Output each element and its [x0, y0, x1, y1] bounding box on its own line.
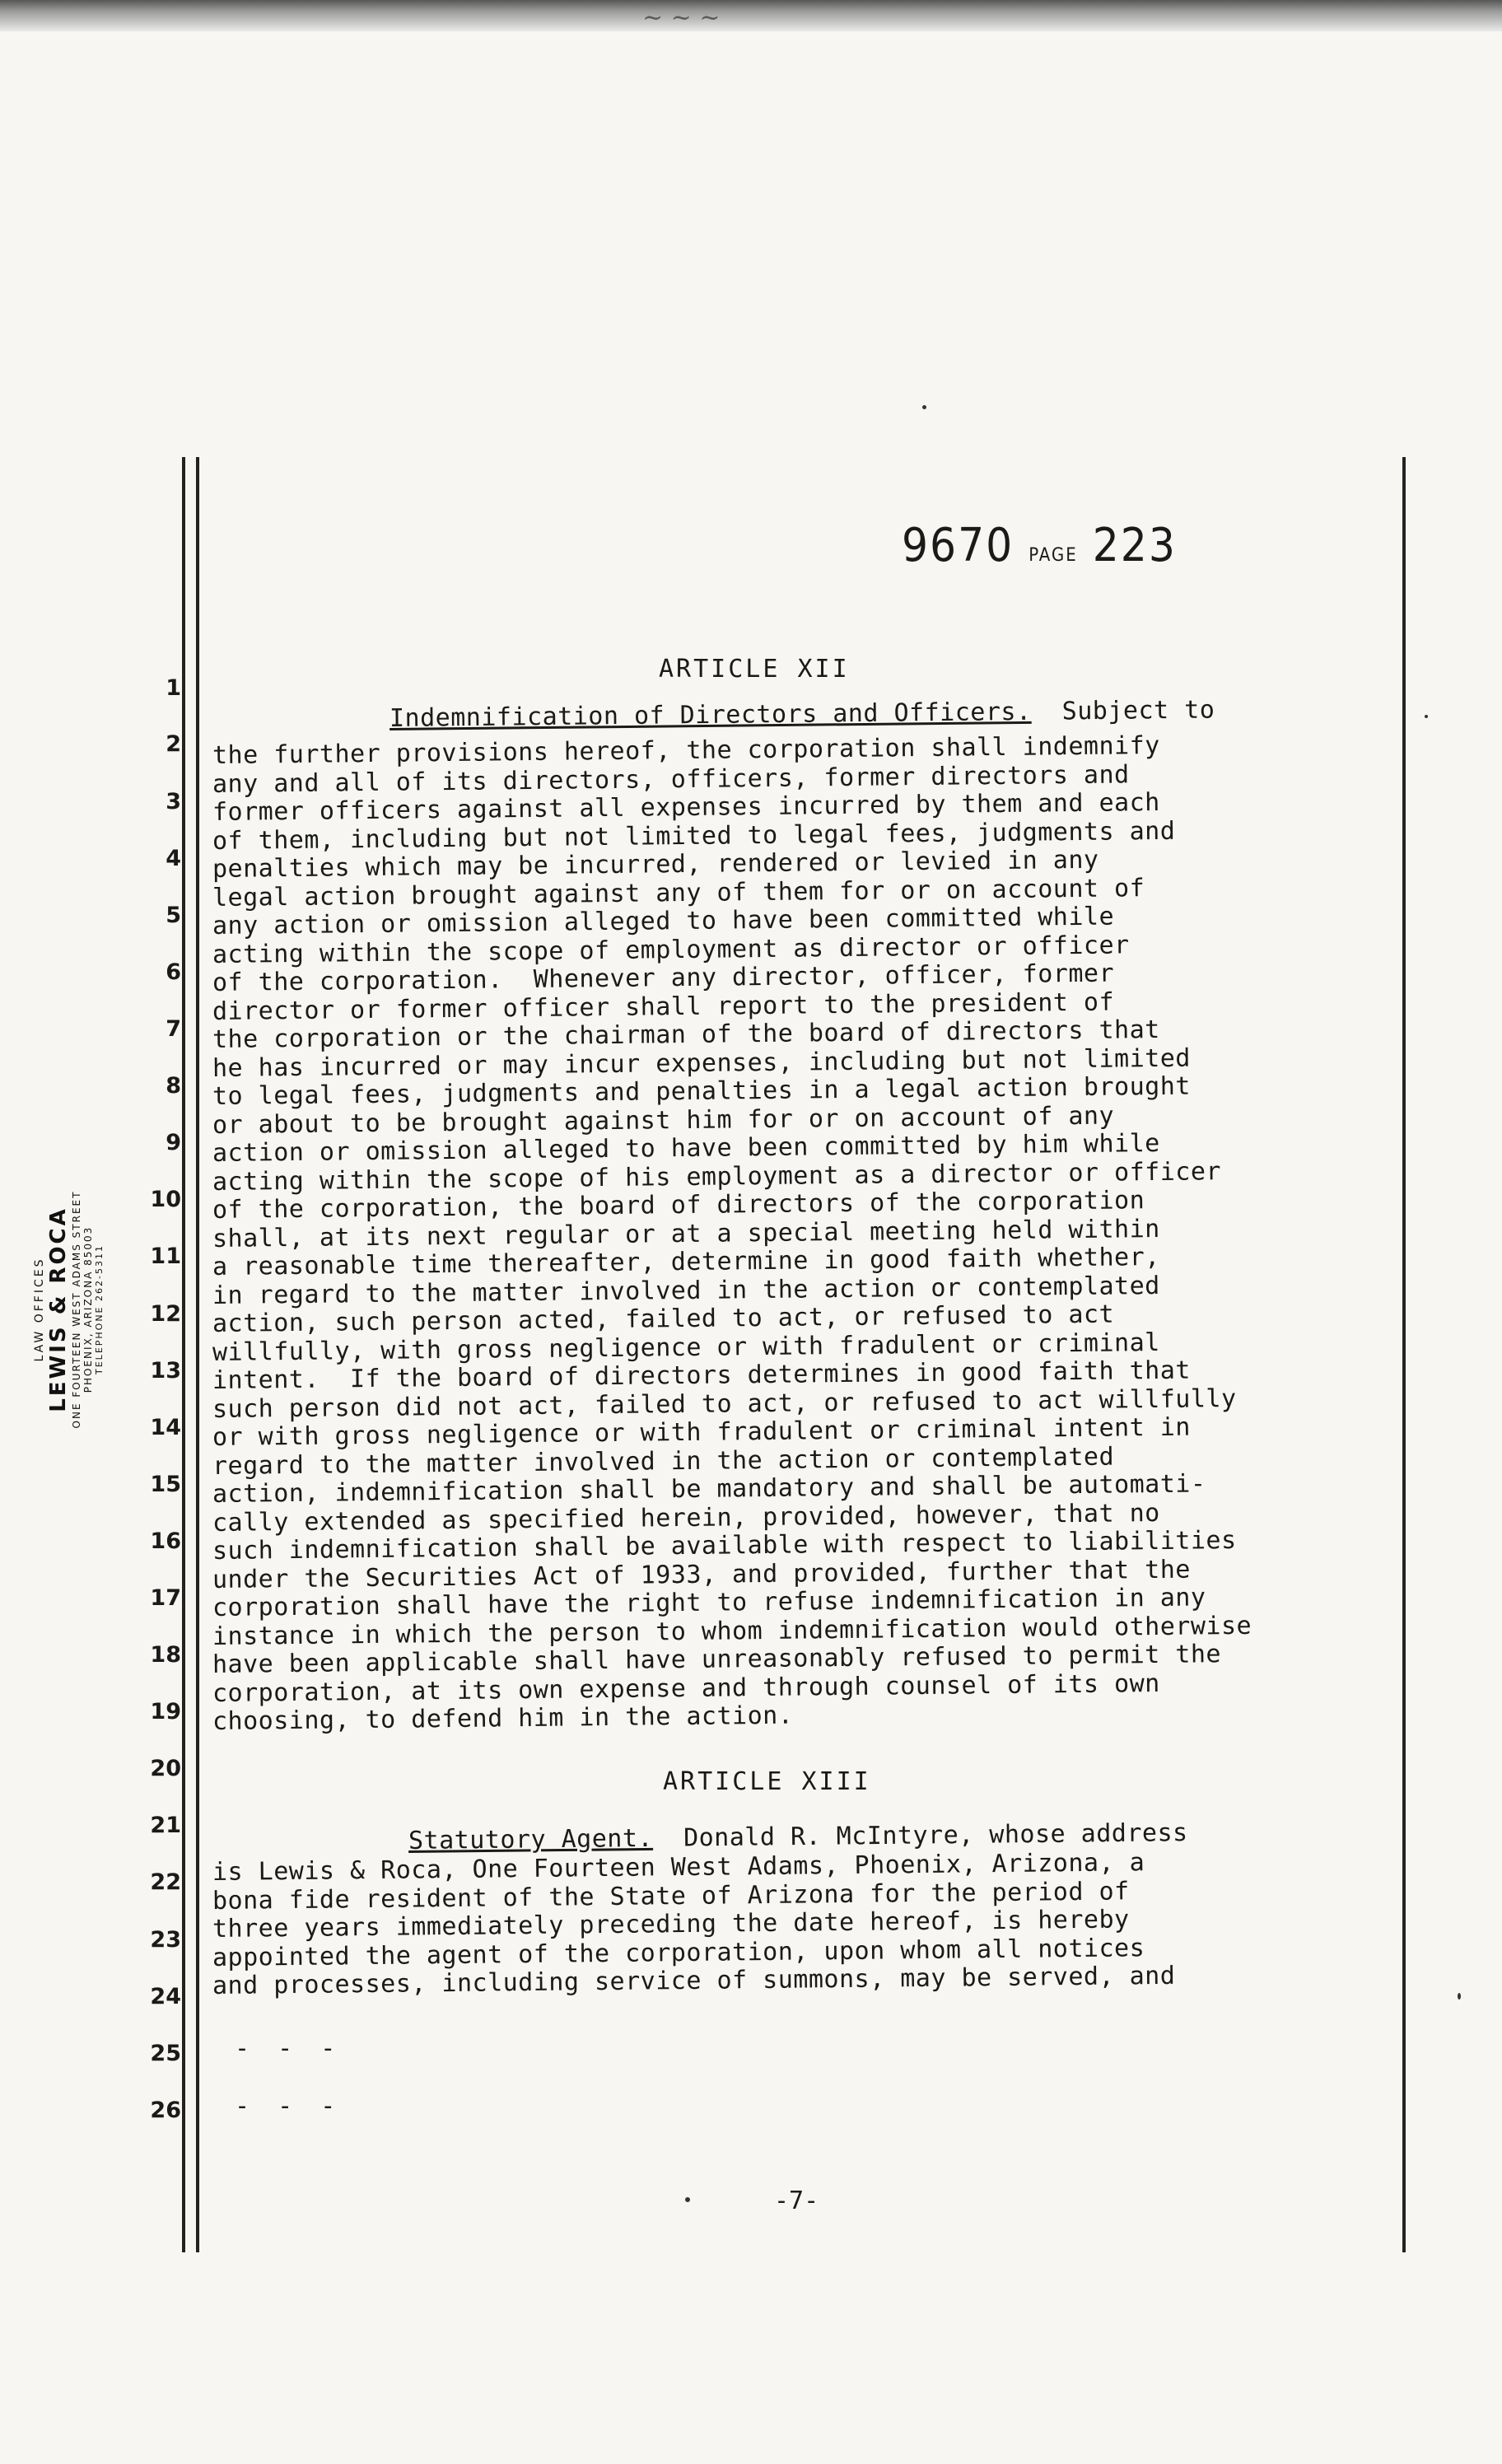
- body-line: penalties which may be incurred, rendered or levied in any: [212, 845, 1099, 884]
- line-number: 14: [150, 1415, 181, 1440]
- body-line: cally extended as specified herein, provided, however, that no: [212, 1498, 1160, 1538]
- body-line: and processes, including service of summons, may be served, and: [212, 1961, 1176, 2000]
- line-number: 15: [150, 1472, 181, 1497]
- right-margin-rule: [1402, 457, 1406, 2252]
- line-number: 8: [166, 1073, 181, 1099]
- body-line: to legal fees, judgments and penalties in a legal action brought: [212, 1071, 1192, 1111]
- body-line: Subject to: [1031, 695, 1215, 726]
- line-number: 12: [150, 1301, 181, 1327]
- body-line: former officers against all expenses incurred by them and each: [212, 787, 1160, 827]
- body-line: regard to the matter involved in the action or contemplated: [212, 1442, 1115, 1481]
- line-number: 18: [150, 1642, 181, 1668]
- line-number: 22: [150, 1869, 181, 1895]
- line-number: 13: [150, 1358, 181, 1384]
- body-line: willfully, with gross negligence or with fradulent or criminal: [212, 1328, 1160, 1367]
- body-line: a reasonable time thereafter, determine in good faith whether,: [212, 1242, 1160, 1281]
- line-number: 1: [166, 675, 181, 701]
- law-office-letterhead: [33, 1054, 107, 1565]
- body-line: under the Securities Act of 1933, and provided, further that the: [212, 1555, 1192, 1594]
- body-line: any and all of its directors, officers, former directors and: [212, 760, 1130, 799]
- article-xiii-heading: ARTICLE XIII: [663, 1767, 871, 1796]
- continuation-dashes: - - -: [235, 2034, 343, 2063]
- line-number: 25: [150, 2041, 181, 2066]
- body-line: corporation, at its own expense and through counsel of its own: [212, 1668, 1160, 1708]
- line-number: 17: [150, 1585, 181, 1611]
- line-number: 6: [166, 959, 181, 985]
- scan-speck: [1425, 715, 1428, 718]
- body-line: is Lewis & Roca, One Fourteen West Adams, Phoenix, Arizona, a: [212, 1848, 1145, 1887]
- body-line: legal action brought against any of them for or on account of: [212, 874, 1145, 912]
- line-number: 16: [150, 1528, 181, 1554]
- letterhead-city: PHOENIX, ARIZONA 85003: [82, 1225, 94, 1393]
- body-line: action or omission alleged to have been committed by him while: [212, 1128, 1160, 1168]
- article-xii-heading: ARTICLE XII: [659, 655, 850, 684]
- body-line: appointed the agent of the corporation, upon whom all notices: [212, 1934, 1145, 1972]
- article-xiii-subheading: Statutory Agent.: [408, 1823, 654, 1855]
- line-number: 23: [150, 1927, 181, 1953]
- body-line: in regard to the matter involved in the action or contemplated: [212, 1271, 1160, 1310]
- line-number: 11: [150, 1244, 181, 1269]
- body-line: choosing, to defend him in the action.: [212, 1701, 794, 1736]
- letterhead-firm-name: LEWIS & ROCA: [46, 1206, 71, 1412]
- body-line: corporation shall have the right to refuse indemnification in any: [212, 1583, 1206, 1622]
- scan-top-noise-text: ~ ~ ~: [642, 3, 721, 32]
- body-line: he has incurred or may incur expenses, including but not limited: [212, 1043, 1192, 1083]
- left-margin-rule-1: [182, 457, 185, 2252]
- line-number: 7: [166, 1016, 181, 1042]
- body-line: acting within the scope of employment as director or officer: [212, 931, 1130, 969]
- body-line: the corporation or the chairman of the board of directors that: [212, 1015, 1160, 1054]
- letterhead-telephone: TELEPHONE 262-5311: [94, 1244, 105, 1374]
- body-line: such person did not act, failed to act, or refused to act willfully: [212, 1384, 1237, 1424]
- body-line: or with gross negligence or with fradulent or criminal intent in: [212, 1412, 1192, 1452]
- letterhead-law-offices: LAW OFFICES: [33, 1257, 46, 1362]
- stamp-page-number: 223: [1092, 519, 1177, 572]
- article-xii-first-line: [389, 696, 1215, 733]
- line-number: 21: [150, 1813, 181, 1838]
- left-margin-rule-2: [196, 457, 199, 2252]
- book-number: 9670: [902, 519, 1015, 572]
- body-line: Donald R. McIntyre, whose address: [652, 1818, 1188, 1853]
- line-number: 26: [150, 2098, 181, 2123]
- body-line: of them, including but not limited to legal fees, judgments and: [212, 816, 1176, 856]
- line-number: 10: [150, 1187, 181, 1212]
- line-number: 19: [150, 1699, 181, 1724]
- line-number: 4: [166, 846, 181, 871]
- body-line: bona fide resident of the State of Arizona for the period of: [212, 1877, 1130, 1916]
- continuation-dashes: - - -: [235, 2092, 343, 2121]
- body-line: instance in which the person to whom indemnification would otherwise: [212, 1611, 1252, 1651]
- body-line: any action or omission alleged to have been committed while: [212, 902, 1115, 940]
- body-line: the further provisions hereof, the corporation shall indemnify: [212, 730, 1160, 770]
- body-line: intent. If the board of directors determines in good faith that: [212, 1356, 1192, 1395]
- body-line: action, such person acted, failed to act, or refused to act: [212, 1300, 1115, 1338]
- line-number: 9: [166, 1130, 181, 1155]
- body-line: three years immediately preceding the date hereof, is hereby: [212, 1905, 1130, 1944]
- line-number: 5: [166, 903, 181, 928]
- body-line: of the corporation. Whenever any director, officer, former: [212, 959, 1115, 997]
- footer-page-number: -7-: [774, 2186, 819, 2215]
- letterhead-street: ONE FOURTEEN WEST ADAMS STREET: [71, 1190, 82, 1429]
- page-label: PAGE: [1029, 545, 1078, 566]
- body-line: or about to be brought against him for or on account of any: [212, 1101, 1115, 1140]
- scan-speck: [1458, 1993, 1461, 2000]
- body-line: action, indemnification shall be mandatory and shall be automati-: [212, 1469, 1206, 1509]
- scan-top-noise: [0, 0, 1502, 31]
- body-line: director or former officer shall report to the president of: [212, 987, 1115, 1026]
- body-line: have been applicable shall have unreasonably refused to permit the: [212, 1640, 1222, 1679]
- body-line: of the corporation, the board of directors of the corporation: [212, 1186, 1145, 1225]
- book-page-stamp: [902, 519, 1177, 572]
- scan-speck: [922, 405, 926, 409]
- body-line: shall, at its next regular or at a special meeting held within: [212, 1214, 1160, 1253]
- scan-speck: [685, 2197, 690, 2202]
- article-xii-subheading: Indemnification of Directors and Officers.: [389, 697, 1032, 733]
- body-line: such indemnification shall be available with respect to liabilities: [212, 1525, 1237, 1566]
- line-number: 2: [166, 731, 181, 757]
- body-line: acting within the scope of his employment as a director or officer: [212, 1157, 1222, 1197]
- line-number: 3: [166, 789, 181, 814]
- line-number: 24: [150, 1984, 181, 2009]
- line-number: 20: [150, 1756, 181, 1781]
